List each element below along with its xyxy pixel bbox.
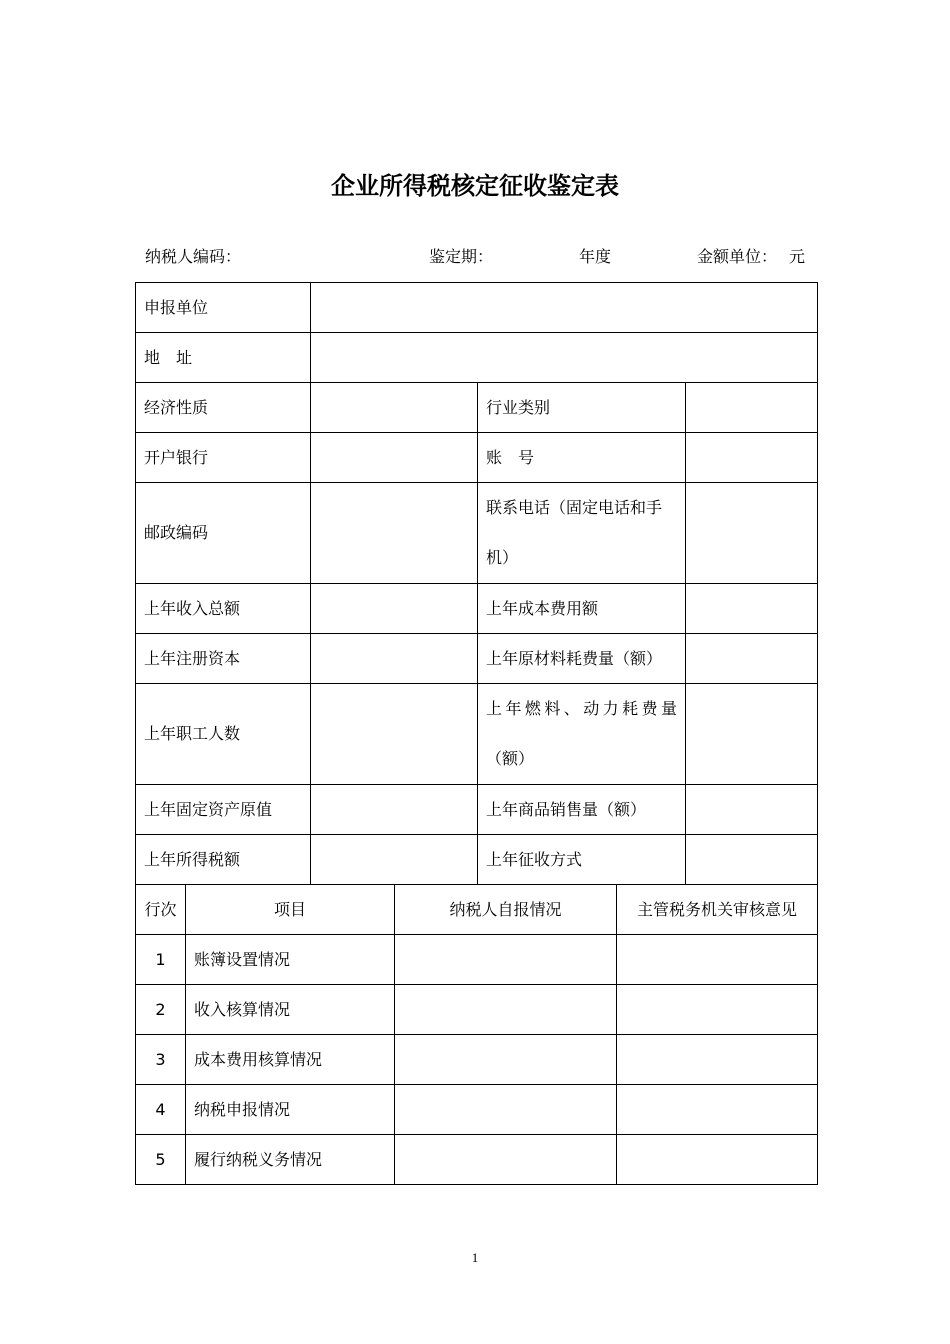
goods-sales-field[interactable] [686,785,818,835]
applicant-label: 申报单位 [136,283,311,333]
row-applicant [136,283,818,333]
currency-value: 元 [789,247,806,266]
self-report-field[interactable] [395,985,617,1035]
row-bank [136,433,818,483]
review-field[interactable] [617,1035,818,1085]
taxpayer-code-label: 纳税人编码： [145,247,242,266]
fixed-assets-label: 上年固定资产原值 [136,785,311,835]
fixed-assets-field[interactable] [311,785,478,835]
self-report-field[interactable] [395,935,617,985]
row-fixed-assets [136,785,818,835]
postcode-field[interactable] [311,483,478,584]
page-number: 1 [471,1250,479,1265]
raw-material-label: 上年原材料耗费量（额） [478,634,686,684]
raw-material-field[interactable] [686,634,818,684]
table-row [136,1035,818,1085]
row-last-income [136,584,818,634]
row-no: 4 [136,1085,186,1135]
item-header: 项目 [186,885,395,935]
last-cost-field[interactable] [686,584,818,634]
applicant-field[interactable] [311,283,818,333]
row-economic-nature [136,383,818,433]
income-tax-label: 上年所得税额 [136,835,311,885]
self-report-field[interactable] [395,1135,617,1185]
registered-capital-field[interactable] [311,634,478,684]
table-row [136,1135,818,1185]
income-tax-field[interactable] [311,835,478,885]
review-field[interactable] [617,1135,818,1185]
industry-label: 行业类别 [478,383,686,433]
account-label: 账 号 [478,433,686,483]
fuel-power-label: 上年燃料、动力耗费量（额） [478,684,686,785]
row-employees [136,684,818,785]
collection-method-label: 上年征收方式 [478,835,686,885]
economic-nature-field[interactable] [311,383,478,433]
year-label: 年度 [579,247,612,266]
row-no: 5 [136,1135,186,1185]
row-no: 2 [136,985,186,1035]
assessment-form-table [135,282,818,1185]
fuel-power-field[interactable] [686,684,818,785]
last-income-field[interactable] [311,584,478,634]
collection-method-field[interactable] [686,835,818,885]
table-row [136,1085,818,1135]
employees-label: 上年职工人数 [136,684,311,785]
row-no: 1 [136,935,186,985]
period-label: 鉴定期： [429,247,494,266]
review-field[interactable] [617,935,818,985]
row-address [136,333,818,383]
row-income-tax [136,835,818,885]
row-postcode [136,483,818,584]
item-name: 收入核算情况 [186,985,395,1035]
last-cost-label: 上年成本费用额 [478,584,686,634]
review-field[interactable] [617,1085,818,1135]
industry-field[interactable] [686,383,818,433]
item-name: 账簿设置情况 [186,935,395,985]
goods-sales-label: 上年商品销售量（额） [478,785,686,835]
address-label: 地 址 [136,333,311,383]
table-row [136,985,818,1035]
address-field[interactable] [311,333,818,383]
self-report-field[interactable] [395,1035,617,1085]
row-no: 3 [136,1035,186,1085]
employees-field[interactable] [311,684,478,785]
bank-field[interactable] [311,433,478,483]
table-row [136,935,818,985]
bank-label: 开户银行 [136,433,311,483]
registered-capital-label: 上年注册资本 [136,634,311,684]
currency-label: 金额单位： [697,247,778,266]
item-name: 纳税申报情况 [186,1085,395,1135]
self-report-field[interactable] [395,1085,617,1135]
phone-field[interactable] [686,483,818,584]
item-name: 成本费用核算情况 [186,1035,395,1085]
page-title: 企业所得税核定征收鉴定表 [331,172,619,200]
self-report-header: 纳税人自报情况 [395,885,617,935]
items-header-row [136,885,818,935]
account-field[interactable] [686,433,818,483]
review-field[interactable] [617,985,818,1035]
row-no-header: 行次 [136,885,186,935]
row-registered-capital [136,634,818,684]
item-name: 履行纳税义务情况 [186,1135,395,1185]
postcode-label: 邮政编码 [136,483,311,584]
review-header: 主管税务机关审核意见 [617,885,818,935]
last-income-label: 上年收入总额 [136,584,311,634]
phone-label: 联系电话（固定电话和手机） [478,483,686,584]
economic-nature-label: 经济性质 [136,383,311,433]
